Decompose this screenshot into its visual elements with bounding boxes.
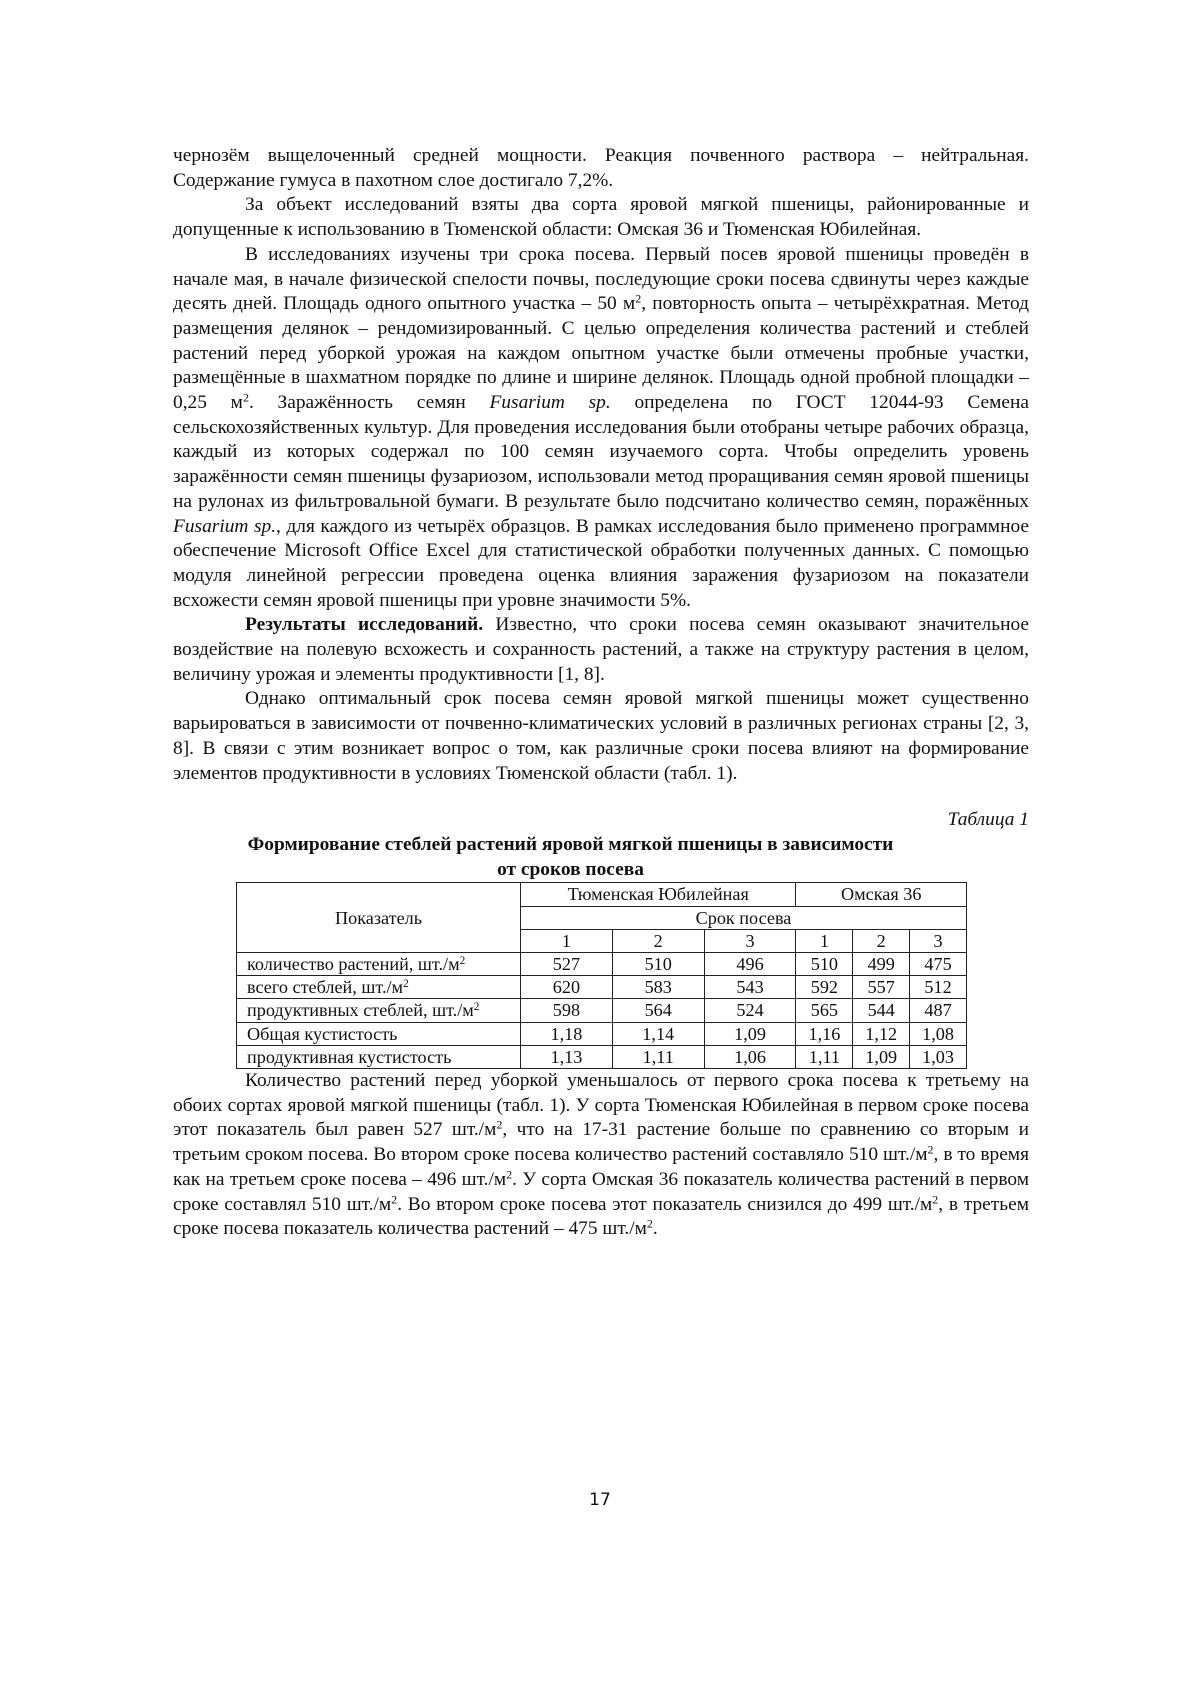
table-cell: 1,06 (704, 1045, 796, 1068)
text-span: Количество растений перед уборкой уменьшалось от первого срока посева к третьему на обоих сортах яровой мягкой пшеницы (табл. 1). У сорта Тюменская Юбилейная в первом сроке посева этот показатель был равен 527 шт./м (173, 1070, 1029, 1141)
table-cell: 510 (796, 953, 853, 976)
header-variety: Омская 36 (796, 883, 967, 906)
table-row (237, 953, 967, 976)
text-span: . Заражённость семян (248, 392, 490, 414)
header-term: 1 (521, 929, 613, 952)
text-span: , что на 17-31 растение больше по сравнению со вторым и третьим сроком посева. Во втором сроке посева количество растений составляло 510 шт./м (173, 1119, 1029, 1166)
row-label (237, 976, 521, 999)
row-label (237, 1022, 521, 1045)
row-label (237, 999, 521, 1022)
table-cell: 592 (796, 976, 853, 999)
superscript: 2 (242, 390, 249, 405)
table-row (237, 1045, 967, 1068)
table-cell: 620 (521, 976, 613, 999)
row-label (237, 1045, 521, 1068)
table-cell: 1,11 (612, 1045, 704, 1068)
table-caption: Таблица 1 (947, 809, 1029, 831)
header-term: 3 (910, 929, 967, 952)
data-table (236, 882, 967, 1069)
row-label-text: всего стеблей, шт./м (247, 977, 404, 998)
text-span: , в третьем сроке посева показатель количества растений – 475 шт./м (173, 1193, 1029, 1240)
table-cell: 499 (853, 953, 910, 976)
text-span: , повторность опыта – четырёхкратная. Метод размещения делянок – рендомизированный. С целью определения количества растений и стеблей растений перед уборкой урожая на каждом опытном участке были отмечены пробные участки, размещённые в шахматном порядке по длине и ширине делянок. Площадь одной пробной площадки – 0,25 м (173, 293, 1029, 414)
page-number: 17 (589, 1490, 611, 1510)
table-cell: 557 (853, 976, 910, 999)
table-cell: 1,13 (521, 1045, 613, 1068)
table-title-line: от сроков посева (497, 858, 644, 880)
table-cell: 524 (704, 999, 796, 1022)
header-term: 2 (853, 929, 910, 952)
table-cell: 496 (704, 953, 796, 976)
superscript: 2 (403, 978, 409, 990)
paragraph-soil: чернозём выщелоченный средней мощности. Реакция почвенного раствора – нейтральная. Содержание гумуса в пахотном слое достигало 7,2%. (173, 145, 1029, 191)
table-cell: 1,08 (910, 1022, 967, 1045)
table-cell: 564 (612, 999, 704, 1022)
table-cell: 475 (910, 953, 967, 976)
paragraph-plant-count (173, 1069, 1029, 1242)
table-cell: 487 (910, 999, 967, 1022)
row-label-text: количество растений, шт./м (247, 954, 460, 974)
table-cell: 583 (612, 976, 704, 999)
paragraph-object: За объект исследований взяты два сорта яровой мягкой пшеницы, районированные и допущенные к использованию в Тюменской области: Омская 36 и Тюменская Юбилейная. (173, 194, 1029, 241)
superscript: 2 (391, 1191, 398, 1206)
table-header-row (237, 883, 967, 906)
table-cell: 1,09 (853, 1045, 910, 1068)
table-cell: 512 (910, 976, 967, 999)
header-term: 1 (796, 929, 853, 952)
text-span: , для каждого из четырёх образцов. В рамках исследования было применено программное обеспечение Microsoft Office Excel для статистической обработки полученных данных. С помощью модуля линейной регрессии проведена оценка влияния заражения фузариозом на показатели всхожести семян яровой пшеницы при уровне значимости 5%. (173, 515, 1029, 611)
text-span: В исследованиях изучены три срока посева. Первый посев яровой пшеницы проведён в начале мая, в начале физической спелости почвы, последующие сроки посева сдвинуты через каждые десять дней. Площадь одного опытного участка – 50 м (173, 243, 1029, 315)
table-cell: 1,11 (796, 1045, 853, 1068)
text-span: определена по ГОСТ 12044-93 Семена сельскохозяйственных культур. Для проведения исследования были отобраны четыре рабочих образца, каждый из которых содержал по 100 семян изучаемого сорта. Чтобы определить уровень заражённости семян пшеницы фузариозом, использовали метод проращивания семян яровой пшеницы на рулонах из фильтровальной бумаги. В результате было подсчитано количество семян, поражённых (173, 392, 1029, 512)
table-row (237, 976, 967, 999)
row-label-text: продуктивных стеблей, шт./м (247, 1000, 474, 1021)
table-cell: 1,12 (853, 1022, 910, 1045)
table-row (237, 1022, 967, 1045)
table-cell: 544 (853, 999, 910, 1022)
superscript: 2 (496, 1117, 503, 1132)
header-term: 2 (612, 929, 704, 952)
superscript: 2 (646, 1216, 653, 1231)
table-row (237, 999, 967, 1022)
header-variety: Тюменская Юбилейная (521, 883, 796, 906)
header-sowing-term: Срок посева (521, 906, 967, 929)
table-cell: 1,09 (704, 1022, 796, 1045)
superscript: 2 (459, 954, 466, 967)
table-cell: 510 (612, 953, 704, 976)
header-indicator: Показатель (237, 883, 521, 953)
table-cell: 598 (521, 999, 613, 1022)
table-cell: 1,16 (796, 1022, 853, 1045)
row-label-text: Общая кустистость (247, 1023, 398, 1044)
section-heading: Результаты исследований. (245, 614, 484, 636)
text-span: . Во втором сроке посева этот показатель снизился до 499 шт./м (397, 1193, 933, 1215)
superscript: 2 (473, 1001, 480, 1014)
table-cell: 1,18 (521, 1022, 613, 1045)
table-title (193, 833, 948, 882)
paragraph-methods (173, 243, 1029, 614)
row-label (237, 953, 521, 976)
text-span: . У сорта Омская 36 показатель количества растений в первом сроке составлял 510 шт./м (173, 1168, 1029, 1215)
paragraph-optimal-term: Однако оптимальный срок посева семян яровой мягкой пшеницы может существенно варьироваться в зависимости от почвенно-климатических условий в различных регионах страны [2, 3, 8]. В связи с этим возникает вопрос о том, как различные сроки посева влияют на формирование элементов продуктивности в условиях Тюменской области (табл. 1). (173, 688, 1029, 784)
table-cell: 1,14 (612, 1022, 704, 1045)
page-body (173, 144, 1029, 1242)
table-title-line: Формирование стеблей растений яровой мягкой пшеницы в зависимости (247, 833, 894, 855)
paragraph-results (173, 613, 1029, 687)
species-name: Fusarium sp. (173, 515, 277, 537)
table-cell: 565 (796, 999, 853, 1022)
text-span: . (652, 1218, 658, 1240)
superscript: 2 (927, 1142, 934, 1157)
superscript: 2 (932, 1191, 939, 1206)
header-term: 3 (704, 929, 796, 952)
text-span: , в то время как на третьем сроке посева – 496 шт./м (173, 1144, 1029, 1190)
superscript: 2 (635, 291, 642, 306)
table-cell: 543 (704, 976, 796, 999)
table-cell: 527 (521, 953, 613, 976)
text-span: Известно, что сроки посева семян оказывают значительное воздействие на полевую всхожесть и сохранность растений, а также на структуру растения в целом, величину урожая и элементы продуктивности [1, 8]. (173, 614, 1029, 685)
superscript: 2 (506, 1167, 513, 1182)
species-name: Fusarium sp. (489, 392, 611, 414)
table-cell: 1,03 (910, 1045, 967, 1068)
row-label-text: продуктивная кустистость (247, 1046, 452, 1067)
